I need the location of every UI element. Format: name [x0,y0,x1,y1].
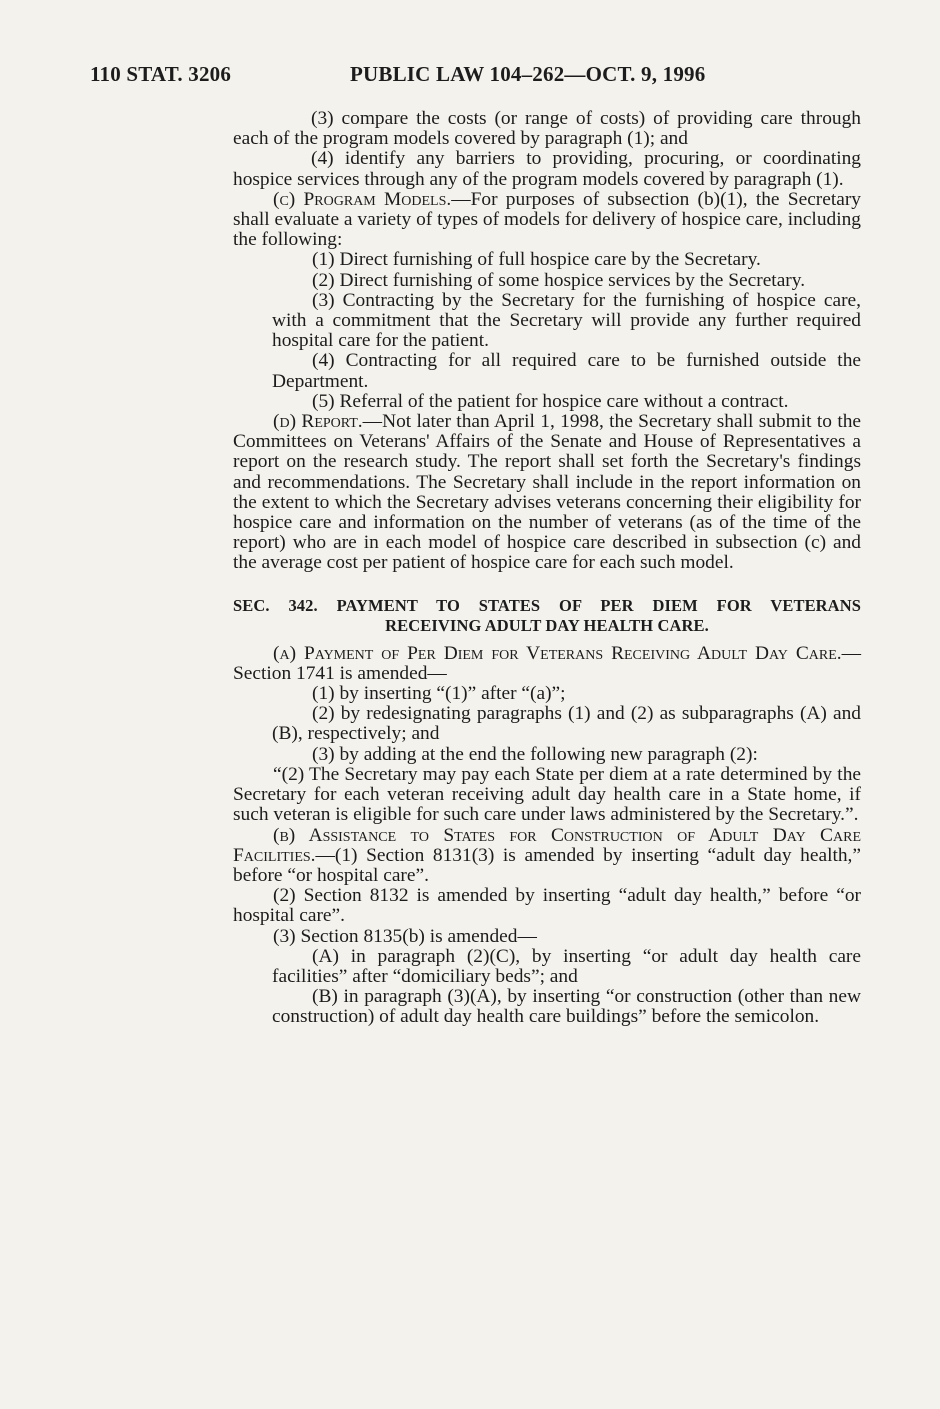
subsection-342b-paragraph-2: (2) Section 8132 is amended by inserting “adult day health,” before “or hospital care”. [233,885,861,927]
amendment-item-3: (3) by adding at the end the following new paragraph (2): [312,743,758,765]
paragraph-b3: (3) compare the costs (or range of costs) of providing care through each of the program models covered by paragraph (1); and [233,108,861,150]
subsection-d-heading: (d) Report. [273,411,363,433]
public-law-title: PUBLIC LAW 104–262—OCT. 9, 1996 [350,62,706,86]
program-model-4: (4) Contracting for all required care to be furnished outside the Department. [272,350,861,392]
stat-citation: 110 STAT. 3206 [90,62,232,86]
subsection-d [233,412,861,574]
program-model-5: (5) Referral of the patient for hospice care without a contract. [312,390,789,412]
amendment-item-1: (1) by inserting “(1)” after “(a)”; [312,683,566,705]
subsection-c [233,190,861,251]
program-model-1: (1) Direct furnishing of full hospice care by the Secretary. [312,249,761,271]
section-342-heading-line2: RECEIVING ADULT DAY HEALTH CARE. [385,615,709,635]
subsection-342b-heading: (b) Assistance to States for Construction of Adult Day Care Facilities. [233,824,861,866]
program-model-3: (3) Contracting by the Secretary for the furnishing of hospice care, with a commitment that the Secretary will provide any further required hospital care for the patient. [272,289,861,352]
subsection-342a-text: —Section 1741 is amended— [233,642,861,684]
subparagraph-b: (B) in paragraph (3)(A), by inserting “or construction (other than new construction) of adult day health care buildings” before the semicolon. [272,986,861,1028]
subsection-c-heading: (c) Program Models. [273,188,452,210]
subsection-d-text: —Not later than April 1, 1998, the Secretary shall submit to the Committees on Veterans' Affairs of the Senate and House of Representatives a report on the research study. The report shall set forth the Secretary's findings and recommendations. The Secretary shall include in the report information on the extent to which the Secretary advises veterans concerning their eligibility for hospice care and information on the number of veterans (as of the time of the report) who are in each model of hospice care described in subsection (c) and the average cost per patient of hospice care for each such model. [233,411,862,574]
program-model-2: (2) Direct furnishing of some hospice services by the Secretary. [312,269,806,291]
law-text-body [233,109,861,1028]
subsection-c-text: —For purposes of subsection (b)(1), the Secretary shall evaluate a variety of types of models for delivery of hospice care, including the following: [233,188,862,251]
paragraph-b4: (4) identify any barriers to providing, procuring, or coordinating hospice services through any of the program models covered by paragraph (1). [233,148,861,190]
subsection-342a-heading: (a) Payment of Per Diem for Veterans Receiving Adult Day Care. [273,642,842,664]
subparagraph-a: (A) in paragraph (2)(C), by inserting “or adult day health care facilities” after “domiciliary beds”; and [272,945,861,987]
section-342-heading [233,596,861,636]
section-342-heading-line1: SEC. 342. PAYMENT TO STATES OF PER DIEM FOR VETERANS [233,595,861,615]
subsection-342a [233,644,861,684]
amendment-item-2: (2) by redesignating paragraphs (1) and (2) as subparagraphs (A) and (B), respectively; and [272,703,861,745]
subsection-342b-text: —(1) Section 8131(3) is amended by inserting “adult day health,” before “or hospital care”. [233,844,861,886]
subsection-342b [233,826,861,887]
subsection-342b-paragraph-3: (3) Section 8135(b) is amended— [273,925,537,947]
quoted-paragraph-2: “(2) The Secretary may pay each State per diem at a rate determined by the Secretary for each veteran receiving adult day health care in a State home, if such veteran is eligible for such care under laws administered by the Secretary.”. [233,763,861,826]
